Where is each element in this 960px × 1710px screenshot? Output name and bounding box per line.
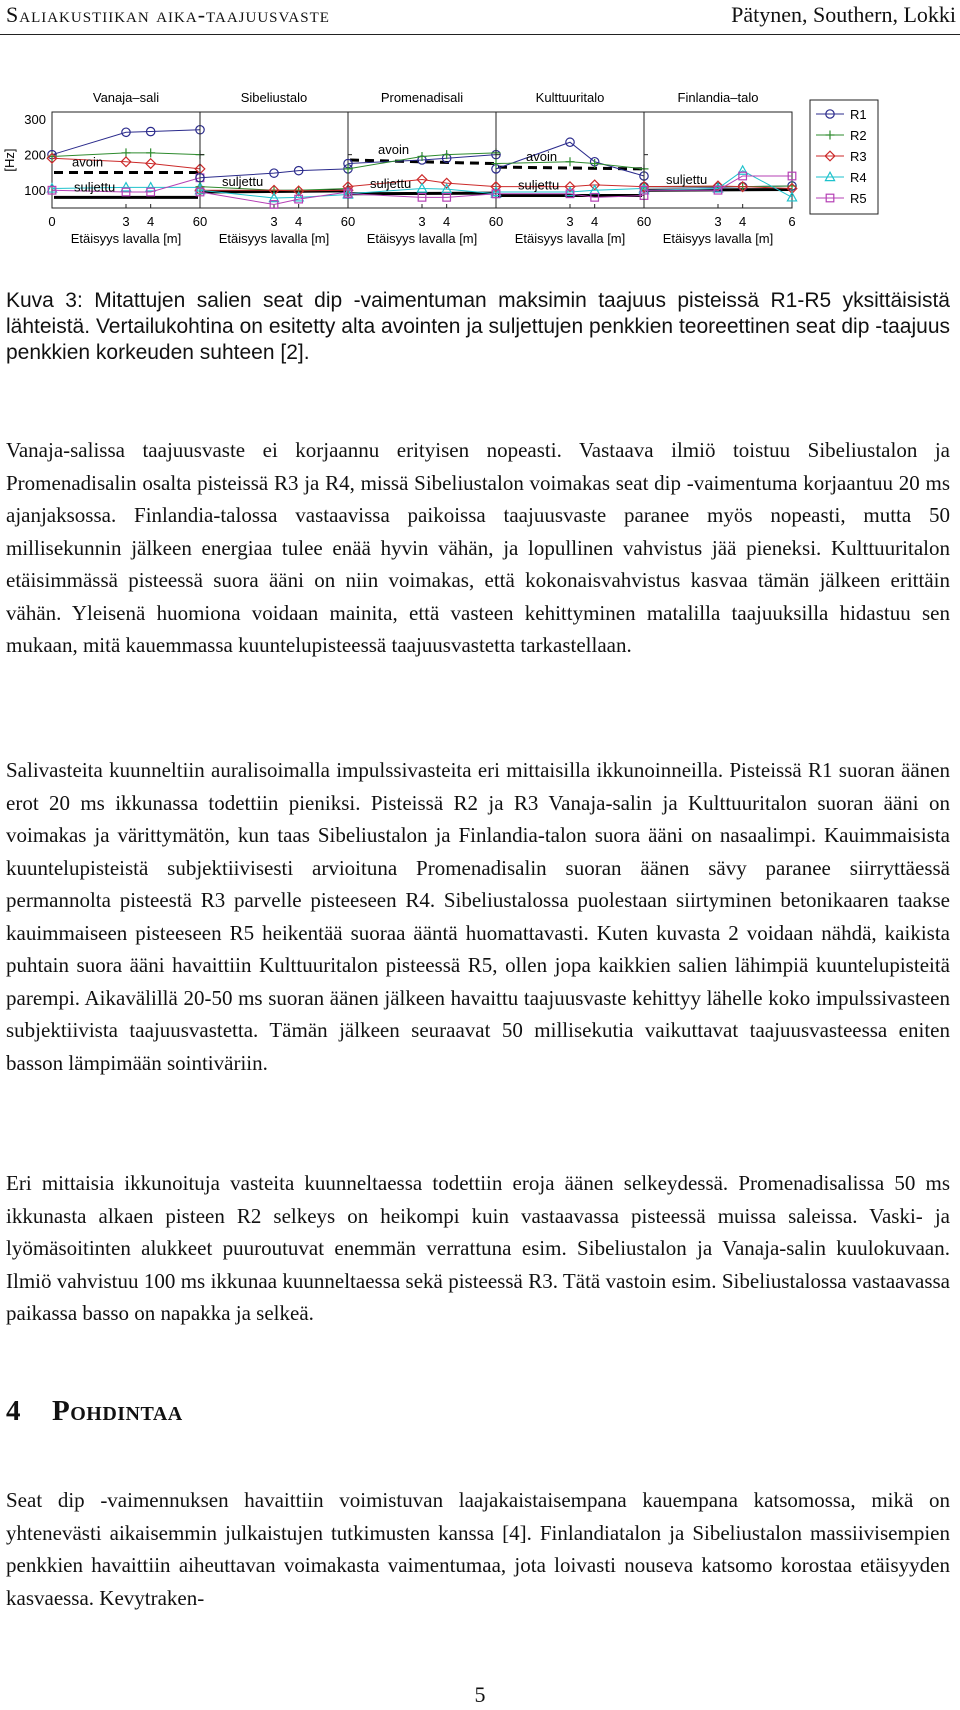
- section-title: Pohdintaa: [52, 1395, 183, 1427]
- legend-label: R5: [850, 191, 867, 206]
- closed-annotation: suljettu: [518, 177, 560, 193]
- x-tick-label: 4: [147, 214, 155, 229]
- hall-panel: [195, 90, 353, 208]
- data-point-r2: [590, 159, 599, 168]
- paragraph-4: Seat dip -vaimennuksen havaittiin voimistuvan laajakaistaisempana kauempana katsomossa, mikä on yhtenevästi aikaisemmin julkaistujen tutkimusten kanssa [4]. Finlandiatalon ja Sibeliustalon massiivisempien penkkien havaittiin aiheuttavan voimakasta vaimentumaa, jota loivasti nouseva katsomo korostaa etäisyyden kasvaessa. Kevytraken-: [6, 1488, 950, 1610]
- hall-title: Finlandia–talo: [677, 90, 759, 105]
- x-tick-label: 60: [488, 214, 504, 229]
- hall-panel: [639, 90, 797, 208]
- hall-panel: [343, 90, 501, 208]
- legend-label: R4: [850, 170, 867, 185]
- open-reference-line: [498, 167, 642, 169]
- x-tick-label: 3: [714, 214, 722, 229]
- legend-label: R3: [850, 149, 867, 164]
- closed-annotation: suljettu: [222, 174, 264, 189]
- x-tick-label: 3: [418, 214, 426, 229]
- running-head: [0, 0, 960, 34]
- running-authors: Pätynen, Southern, Lokki: [731, 2, 956, 27]
- x-axis-label: Etäisyys lavalla [m]: [662, 231, 774, 246]
- x-tick-label: 60: [636, 214, 652, 229]
- legend-label: R2: [850, 128, 867, 143]
- data-point-r2: [566, 157, 575, 166]
- x-tick-label: 4: [295, 214, 303, 229]
- hall-panel: [47, 90, 205, 208]
- x-axis-label: Etäisyys lavalla [m]: [514, 231, 626, 246]
- y-axis-label: [Hz]: [2, 148, 17, 172]
- x-axis-label: Etäisyys lavalla [m]: [366, 231, 478, 246]
- hall-title: Vanaja–sali: [92, 90, 160, 105]
- closed-annotation: suljettu: [370, 175, 412, 191]
- open-annotation: avoin: [526, 149, 558, 165]
- section-number: 4: [6, 1395, 21, 1427]
- paragraph-3: Eri mittaisia ikkunoituja vasteita kuunneltaessa todettiin eroja äänen selkeydessä. Promenadisalissa 50 ms ikkunasta alkaen pisteen R2 selkeys on heikompi kuin vastaavassa pisteessä muissa saleissa. Vaski- ja lyömäsoitinten alukkeet puuroutuvat enemmän verrattuna esim. Sibeliustalon ja Vanaja-salin kuulokuvaan. Ilmiö vahvistuu 100 ms ikkunaa kuunneltaessa sekä pisteessä R3. Tätä vastoin esim. Sibeliustalossa vastaavassa paikassa basso on napakka ja selkeä.: [6, 1171, 950, 1325]
- x-tick-label: 4: [591, 214, 599, 229]
- legend-label: R1: [850, 107, 867, 122]
- x-axis-label: Etäisyys lavalla [m]: [218, 231, 330, 246]
- page-number: 5: [474, 1682, 486, 1707]
- closed-annotation: suljettu: [74, 179, 116, 195]
- closed-annotation: suljettu: [666, 172, 708, 188]
- x-tick-label: 60: [340, 214, 356, 229]
- running-title: Saliakustiikan aika-taajuusvaste: [6, 2, 330, 27]
- y-tick-label: 100: [24, 183, 46, 199]
- header-rule: [0, 34, 960, 35]
- open-annotation: avoin: [72, 154, 104, 170]
- x-axis-label: Etäisyys lavalla [m]: [70, 231, 182, 246]
- legend-box: [810, 100, 878, 214]
- hall-title: Promenadisali: [380, 90, 464, 105]
- hall-title: Sibeliustalo: [240, 90, 308, 105]
- hall-panel: [491, 90, 649, 208]
- x-tick-label: 60: [192, 214, 208, 229]
- x-tick-label: 4: [443, 214, 451, 229]
- x-tick-label: 4: [739, 214, 747, 229]
- figure-caption: Kuva 3: Mitattujen salien seat dip -vaimentuman maksimin taajuus pisteissä R1-R5 yksittäisistä lähteistä. Vertailukohtina on esitetty alta avointen ja suljettujen penkkien teoreettinen seat dip -taajuus penkkien korkeuden suhteen [2].: [6, 289, 950, 364]
- y-tick-label: 300: [24, 112, 46, 128]
- paragraph-2: Salivasteita kuunneltiin auralisoimalla impulssivasteita eri mittaisilla ikkunoinneilla. Pisteissä R1 suoran äänen erot 20 ms ikkunassa todettiin pieniksi. Pisteissä R2 ja R3 Vanaja-salin ja Kulttuuritalon suoran ääni on voimakas ja värittymätön, kun taas Sibeliustalon ja Finlandia-talon suora ääni on nasaalimpi. Kauimmaisista kuuntelupisteistä subjektiivisesti arvioituna Promenadisalin suoran äänen sävy paranee siirryttäessä permannolta pisteestä R3 parvelle pisteeseen R4. Sibeliustalossa puolestaan siirtyminen betonikaaren taakse kauimmaiseen pisteeseen R5 heikentää suoraa ääntä huomattavasti. Kuten kuvasta 2 voidaan nähdä, kaikista puhtain suora ääni havaittiin Kulttuuritalon pisteessä R5, ollen jopa kaikkien salien lähimpiä kuuntelupisteitä parempi. Aikavälillä 20-50 ms suoran äänen jälkeen havaittu taajuusvaste kehittyy lähelle koko impulssivasteen subjektiivista taajuusvastetta. Tämän jälkeen seuraavat 50 millisekutia vaikuttavat taajuusvasteessa eniten basson lämpimään sointiväriin.: [6, 758, 950, 1075]
- y-tick-label: 200: [24, 147, 46, 163]
- legend: [810, 100, 878, 214]
- paragraph-1: Vanaja-salissa taajuusvaste ei korjaannu erityisen nopeasti. Vastaava ilmiö toistuu Sibeliustalon ja Promenadisalin osalta pisteissä R3 ja R4, missä Sibeliustalon voimakas seat dip -vaimentuma korjaantuu 20 ms ajanjaksossa. Finlandia-talossa vastaavissa paikoissa taajuusvaste paranee myös nopeasti, mutta 50 millisekunnin jälkeen energiaa tulee enää hyvin vähän, ja lopullinen vahvistus jää pieneksi. Kulttuuritalon etäisimmässä pisteessä suora ääni on niin voimakas, että kokonaisvahvistus kasvaa tämän jälkeen erittäin vähän. Yleisenä huomiona voidaan mainita, että vasteen kehittyminen matalilla taajuuksilla hidastuu sen mukaan, mitä kauemmassa kuuntelupisteessä taajuusvastetta tarkastellaan.: [6, 438, 950, 657]
- x-tick-label: 3: [122, 214, 130, 229]
- open-annotation: avoin: [378, 142, 410, 157]
- data-point-r2: [146, 148, 155, 157]
- section-heading: [6, 1395, 183, 1428]
- x-tick-label: 3: [270, 214, 278, 229]
- data-point-r2: [122, 148, 131, 157]
- hall-title: Kulttuuritalo: [535, 90, 605, 105]
- x-tick-label: 0: [48, 214, 56, 229]
- x-tick-label: 3: [566, 214, 574, 229]
- figure-3-chart: [0, 78, 960, 273]
- x-tick-label: 6: [788, 214, 796, 229]
